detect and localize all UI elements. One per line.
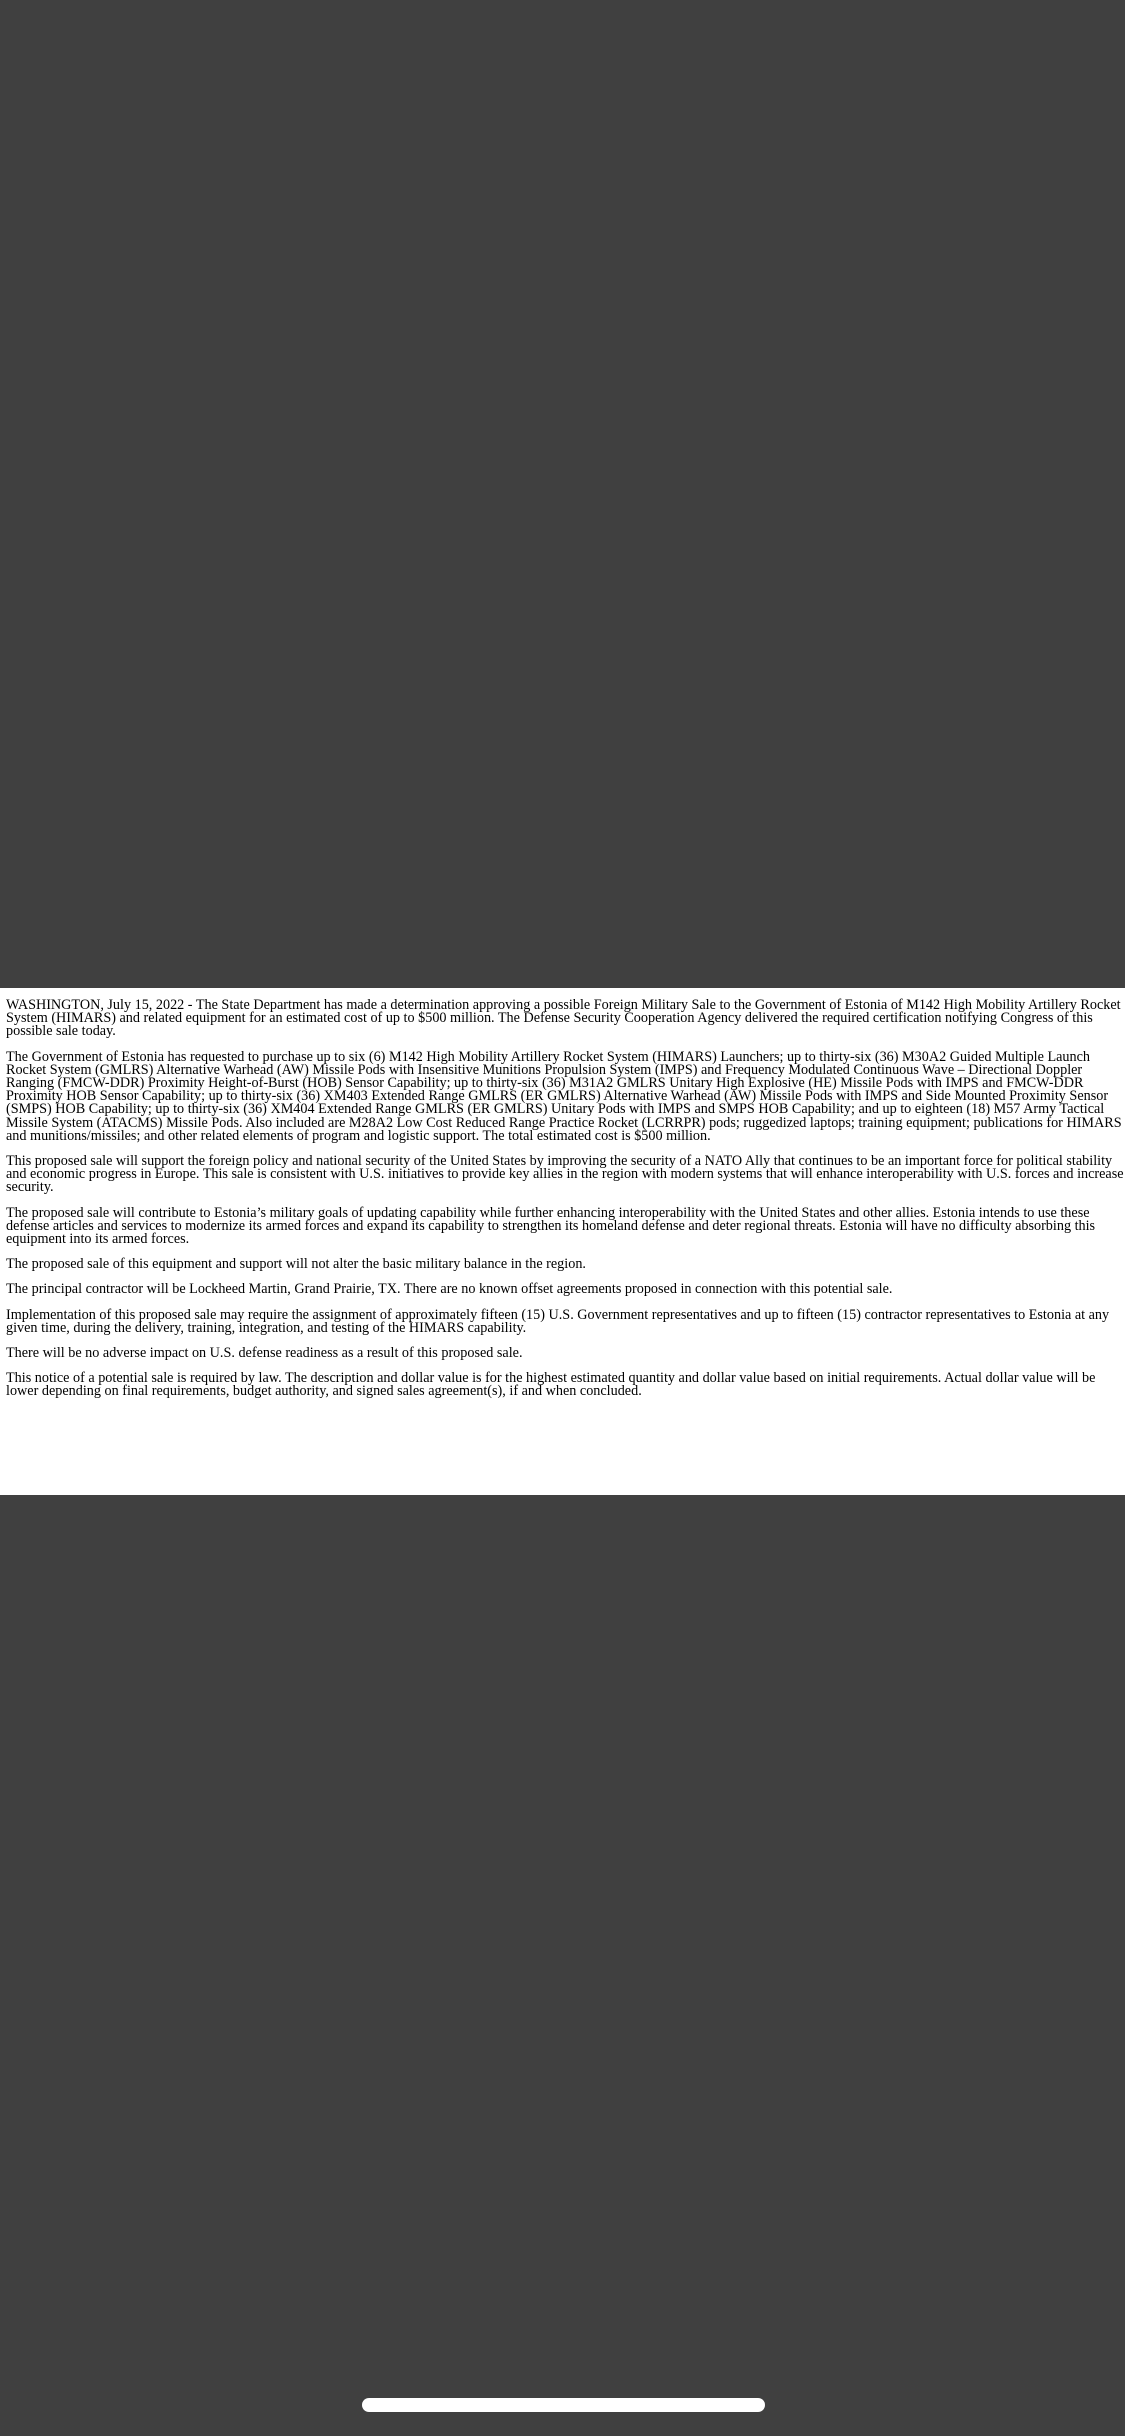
paragraph-principal-contractor: The principal contractor will be Lockheed Martin, Grand Prairie, TX. There are no known offset agreements proposed in connection with this potential sale.: [6, 1281, 893, 1298]
paragraph-announcement: WASHINGTON, July 15, 2022 - The State Department has made a determination approving a possible Foreign Military Sale to the Government of Estonia of M142 High Mobility Artillery Rocket System (HIMARS) and related equipment for an estimated cost of up to $500 million. The Defense Security Cooperation Agency delivered the required certification notifying Congress of this possible sale today.: [6, 997, 1121, 1040]
bottom-dimmed-area: [0, 1495, 1125, 2436]
paragraph-implementation: Implementation of this proposed sale may require the assignment of approximately fifteen (15) U.S. Government representatives and up to fifteen (15) contractor representatives to Estonia at any given time, during the delivery, training, integration, and testing of the HIMARS capability.: [6, 1306, 1110, 1336]
paragraph-requested-items: The Government of Estonia has requested to purchase up to six (6) M142 High Mobility Artillery Rocket System (HIMARS) Launchers; up to thirty-six (36) M30A2 Guided Multiple Launch Rocket System (GMLRS) Alternative Warhead (AW) Missile Pods with Insensitive Munitions Propulsion System (IMPS) and Frequency Modulated Continuous Wave – Directional Doppler Ranging (FMCW-DDR) Proximity Height-of-Burst (HOB) Sensor Capability; up to thirty-six (36) M31A2 GMLRS Unitary High Explosive (HE) Missile Pods with IMPS and FMCW-DDR Proximity HOB Sensor Capability; up to thirty-six (36) XM403 Extended Range GMLRS (ER GMLRS) Alternative Warhead (AW) Missile Pods with IMPS and Side Mounted Proximity Sensor (SMPS) HOB Capability; up to thirty-six (36) XM404 Extended Range GMLRS (ER GMLRS) Unitary Pods with IMPS and SMPS HOB Capability; and up to eighteen (18) M57 Army Tactical Missile System (ATACMS) Missile Pods. Also included are M28A2 Low Cost Reduced Range Practice Rocket (LCRRPR) pods; ruggedized laptops; training equipment; publications for HIMARS and munitions/missiles; and other related elements of program and logistic support. The total estimated cost is $500 million.: [6, 1048, 1122, 1144]
article-body: [0, 988, 1125, 1495]
paragraph-legal-notice: This notice of a potential sale is required by law. The description and dollar value is for the highest estimated quantity and dollar value based on initial requirements. Actual dollar value will be lower depending on final requirements, budget authority, and signed sales agreement(s), if and when concluded.: [6, 1370, 1096, 1400]
paragraph-military-goals: The proposed sale will contribute to Estonia’s military goals of updating capability while further enhancing interoperability with the United States and other allies. Estonia intends to use these defense articles and services to modernize its armed forces and expand its capability to strengthen its homeland defense and deter regional threats. Estonia will have no difficulty absorbing this equipment into its armed forces.: [6, 1204, 1096, 1248]
paragraph-defense-readiness: There will be no adverse impact on U.S. defense readiness as a result of this proposed sale.: [6, 1345, 523, 1362]
paragraph-foreign-policy: This proposed sale will support the foreign policy and national security of the United States by improving the security of a NATO Ally that continues to be an important force for political stability and economic progress in Europe. This sale is consistent with U.S. initiatives to provide key allies in the region with modern systems that will enhance interoperability with U.S. forces and increase security.: [6, 1153, 1124, 1196]
home-indicator[interactable]: [362, 2398, 765, 2412]
paragraph-military-balance: The proposed sale of this equipment and support will not alter the basic military balance in the region.: [6, 1256, 586, 1273]
top-dimmed-area: [0, 0, 1125, 988]
